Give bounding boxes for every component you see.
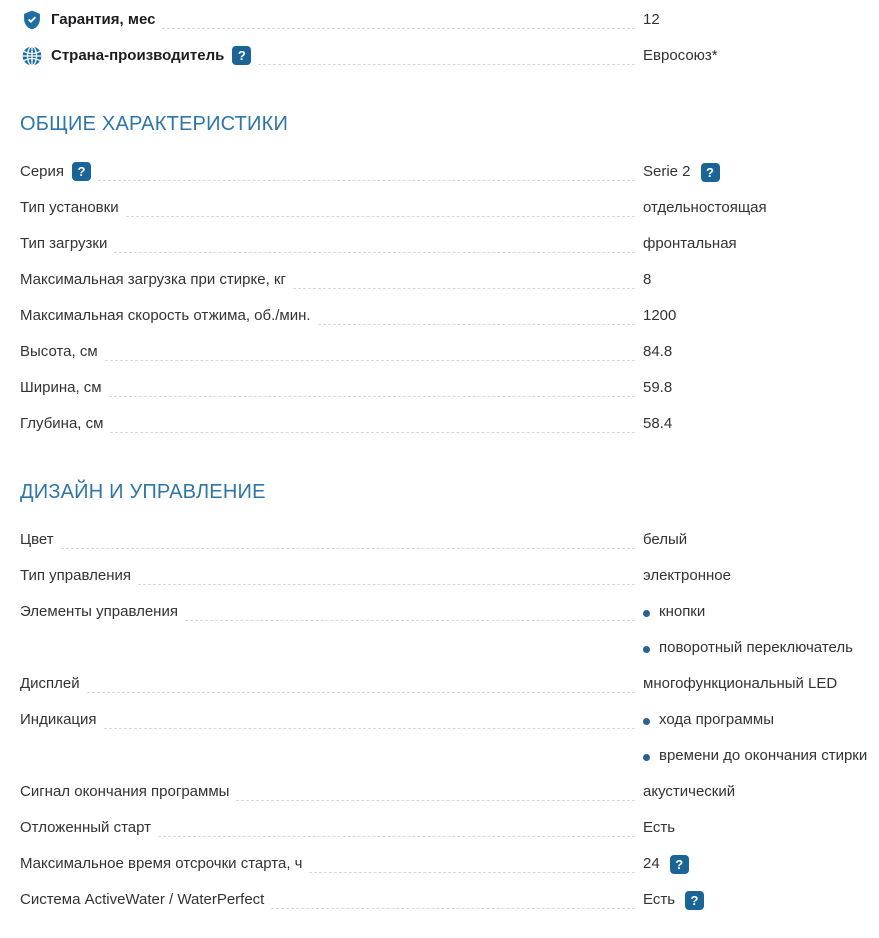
dotted-leader: [98, 154, 635, 181]
spec-value-line: [643, 2, 879, 38]
spec-value: Есть: [643, 891, 676, 908]
spec-value-line: [643, 334, 879, 370]
spec-value-line: [643, 702, 879, 738]
spec-row: [20, 190, 879, 226]
spec-value: фронтальная: [643, 235, 737, 252]
spec-value-cell: [643, 154, 879, 190]
spec-value-line: [643, 226, 879, 262]
spec-value-cell: [643, 190, 879, 226]
spec-row: [20, 38, 879, 74]
spec-row: [20, 666, 879, 702]
dotted-leader: [293, 262, 635, 289]
spec-value: Serie 2: [643, 163, 691, 180]
spec-label: Гарантия, мес: [51, 11, 156, 28]
dotted-leader: [87, 666, 635, 693]
dotted-leader: [162, 2, 635, 29]
spec-value: многофункциональный LED: [643, 675, 838, 692]
dotted-leader: [158, 810, 635, 837]
spec-value: кнопки: [659, 603, 706, 620]
dotted-leader: [318, 298, 635, 325]
section-title: ДИЗАЙН И УПРАВЛЕНИЕ: [20, 481, 266, 503]
value-help-icon[interactable]: ?: [670, 855, 689, 874]
top-spec-rows: [20, 2, 879, 74]
spec-value-cell: [643, 666, 879, 702]
spec-row: [20, 406, 879, 442]
spec-value-line: [643, 810, 879, 846]
spec-label: Страна-производитель: [51, 47, 225, 64]
spec-value-line: [643, 522, 879, 558]
spec-value: 24: [643, 855, 660, 872]
spec-value: отдельностоящая: [643, 199, 767, 216]
dotted-leader: [104, 702, 635, 729]
spec-value-cell: [643, 594, 879, 666]
spec-value-line: [643, 190, 879, 226]
spec-value-line: [643, 846, 879, 882]
spec-value-line: [643, 406, 879, 442]
dotted-leader: [110, 406, 635, 433]
dotted-leader: [105, 334, 635, 361]
spec-value-cell: [643, 298, 879, 334]
spec-row: [20, 226, 879, 262]
bullet-dot-icon: [643, 754, 650, 761]
spec-value-line: [643, 882, 879, 918]
spec-label: Серия: [20, 163, 65, 180]
spec-value-line: [643, 630, 879, 666]
spec-label: Максимальная скорость отжима, об./мин.: [20, 307, 311, 324]
spec-value: электронное: [643, 567, 731, 584]
spec-label: Максимальное время отсрочки старта, ч: [20, 855, 303, 872]
shield-check-icon: [22, 10, 42, 30]
dotted-leader: [236, 774, 635, 801]
spec-value-line: [643, 38, 879, 74]
spec-row: [20, 2, 879, 38]
spec-row: [20, 370, 879, 406]
spec-value: белый: [643, 531, 688, 548]
spec-label: Система ActiveWater / WaterPerfect: [20, 891, 265, 908]
spec-label: Цвет: [20, 531, 54, 548]
spec-value-line: [643, 298, 879, 334]
spec-row: [20, 334, 879, 370]
spec-value: Есть: [643, 819, 676, 836]
spec-value-line: [643, 774, 879, 810]
spec-value: 84.8: [643, 343, 673, 360]
bullet-dot-icon: [643, 718, 650, 725]
spec-value-cell: [643, 702, 879, 774]
dotted-leader: [109, 370, 635, 397]
dotted-leader: [258, 38, 635, 65]
spec-label: Дисплей: [20, 675, 80, 692]
spec-row: [20, 154, 879, 190]
dotted-leader: [61, 522, 635, 549]
spec-label: Тип установки: [20, 199, 119, 216]
spec-value-line: [643, 666, 879, 702]
spec-value: хода программы: [659, 711, 774, 728]
spec-value: 58.4: [643, 415, 673, 432]
spec-row: [20, 522, 879, 558]
spec-value-cell: [643, 810, 879, 846]
spec-row: [20, 774, 879, 810]
bullet-dot-icon: [643, 646, 650, 653]
spec-value-cell: [643, 226, 879, 262]
spec-value-line: [643, 594, 879, 630]
spec-value-line: [643, 738, 879, 774]
spec-label: Тип загрузки: [20, 235, 108, 252]
spec-value: Евросоюз*: [643, 47, 718, 64]
spec-value-cell: [643, 2, 879, 38]
spec-value-cell: [643, 774, 879, 810]
value-help-icon[interactable]: ?: [701, 163, 720, 182]
dotted-leader: [185, 594, 635, 621]
spec-value: 12: [643, 11, 660, 28]
spec-value: 1200: [643, 307, 677, 324]
spec-value-cell: [643, 882, 879, 918]
dotted-leader: [126, 190, 635, 217]
spec-value-cell: [643, 334, 879, 370]
label-help-icon[interactable]: ?: [232, 46, 251, 65]
spec-label: Глубина, см: [20, 415, 104, 432]
spec-row: [20, 594, 879, 666]
dotted-leader: [138, 558, 635, 585]
spec-value-cell: [643, 262, 879, 298]
spec-row: [20, 558, 879, 594]
spec-value: 8: [643, 271, 652, 288]
spec-value-line: [643, 558, 879, 594]
section-title: ОБЩИЕ ХАРАКТЕРИСТИКИ: [20, 113, 289, 135]
spec-label: Высота, см: [20, 343, 98, 360]
spec-value-cell: [643, 522, 879, 558]
spec-value-line: [643, 154, 879, 190]
dotted-leader: [271, 882, 635, 909]
spec-row: [20, 846, 879, 882]
spec-label: Отложенный старт: [20, 819, 152, 836]
dotted-leader: [309, 846, 635, 873]
spec-value-cell: [643, 370, 879, 406]
spec-label: Сигнал окончания программы: [20, 783, 230, 800]
spec-row: [20, 262, 879, 298]
dotted-leader: [114, 226, 635, 253]
spec-row: [20, 702, 879, 774]
spec-value-cell: [643, 558, 879, 594]
spec-row: [20, 810, 879, 846]
spec-value-cell: [643, 846, 879, 882]
bullet-dot-icon: [643, 610, 650, 617]
spec-value: времени до окончания стирки: [659, 747, 868, 764]
spec-label: Ширина, см: [20, 379, 102, 396]
spec-value: акустический: [643, 783, 736, 800]
spec-value-line: [643, 370, 879, 406]
value-help-icon[interactable]: ?: [685, 891, 704, 910]
spec-row: [20, 882, 879, 918]
spec-value-cell: [643, 38, 879, 74]
globe-icon: [22, 46, 42, 66]
spec-value: поворотный переключатель: [659, 639, 853, 656]
spec-value: 59.8: [643, 379, 673, 396]
spec-label: Элементы управления: [20, 603, 178, 620]
spec-value-cell: [643, 406, 879, 442]
spec-value-line: [643, 262, 879, 298]
spec-label: Тип управления: [20, 567, 131, 584]
label-help-icon[interactable]: ?: [72, 162, 91, 181]
spec-label: Максимальная загрузка при стирке, кг: [20, 271, 286, 288]
spec-row: [20, 298, 879, 334]
spec-label: Индикация: [20, 711, 97, 728]
spec-sections: [20, 110, 879, 918]
